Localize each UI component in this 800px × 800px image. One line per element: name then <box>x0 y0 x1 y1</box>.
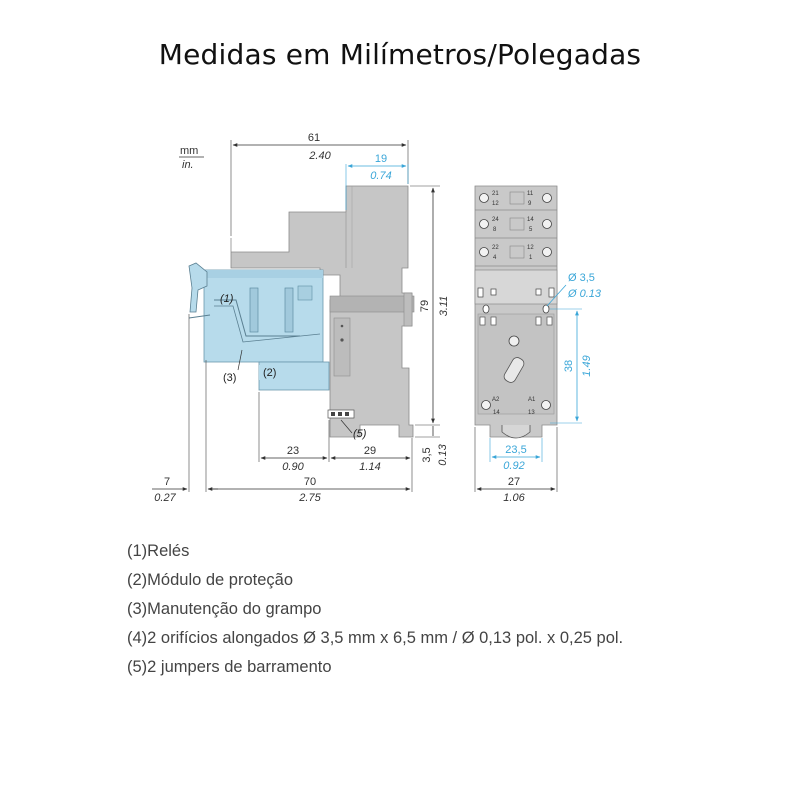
dim-61-in: 2.40 <box>309 150 331 162</box>
dim-29-in: 1.14 <box>359 461 381 473</box>
dim-27-in: 1.06 <box>503 492 525 504</box>
dim-79-in: 3.11 <box>438 295 450 317</box>
dim-19-mm: 19 <box>374 153 388 165</box>
dim-3-5-mm: 3,5 <box>421 447 433 463</box>
dim-61-mm: 61 <box>307 132 321 144</box>
term-a1: A1 <box>528 397 536 403</box>
dim-7-mm: 7 <box>163 476 171 488</box>
dim-29-mm: 29 <box>363 445 377 457</box>
mounting-hole-left <box>483 305 489 313</box>
bus-jumpers <box>328 410 354 418</box>
term-r1-b: 11 <box>527 191 534 197</box>
term-r2b-b: 5 <box>529 227 533 233</box>
dim-23-in: 0.90 <box>282 461 304 473</box>
term-r3b-a: 4 <box>493 255 497 261</box>
term-r3-b: 12 <box>527 245 534 251</box>
callout-3: (3) <box>223 372 237 384</box>
unit-in: in. <box>182 159 194 171</box>
term-14: 14 <box>493 410 500 416</box>
front-view <box>475 186 602 504</box>
dim-23-5-mm: 23,5 <box>505 444 527 456</box>
term-r2-b: 14 <box>527 217 534 223</box>
term-r1-a: 21 <box>492 191 499 197</box>
side-view <box>152 132 450 504</box>
mounting-hole-upper <box>543 305 549 313</box>
dim-hole-in: Ø 0.13 <box>568 288 602 300</box>
legend-item-jumpers: (5)2 jumpers de barramento <box>127 658 332 676</box>
dim-hole-mm: Ø 3,5 <box>568 272 595 284</box>
term-r1b-a: 12 <box>492 201 499 207</box>
dim-70-mm: 70 <box>303 476 317 488</box>
unit-marker <box>179 145 204 171</box>
relay-body <box>204 270 323 362</box>
term-13: 13 <box>528 410 535 416</box>
legend-item-relays: (1)Relés <box>127 542 190 560</box>
page-title: Medidas em Milímetros/Polegadas <box>158 38 642 71</box>
dim-23-mm: 23 <box>286 445 300 457</box>
term-r2-a: 24 <box>492 217 499 223</box>
term-r1b-b: 9 <box>528 201 532 207</box>
callout-5: (5) <box>353 428 367 440</box>
legend-item-clip: (3)Manutenção do grampo <box>127 600 322 618</box>
legend-item-protection-module: (2)Módulo de proteção <box>127 571 294 589</box>
dim-7-in: 0.27 <box>154 492 176 504</box>
dim-3-5-in: 0.13 <box>437 444 449 466</box>
legend-item-holes: (4)2 orifícios alongados Ø 3,5 mm x 6,5 mm / Ø 0,13 pol. x 0,25 pol. <box>127 629 624 647</box>
callout-2: (2) <box>263 367 277 379</box>
dim-38-in: 1.49 <box>581 355 593 377</box>
dim-38-mm: 38 <box>563 359 575 373</box>
term-r3-a: 22 <box>492 245 499 251</box>
unit-mm: mm <box>180 145 199 157</box>
dim-79-mm: 79 <box>419 299 431 313</box>
dim-23-5-in: 0.92 <box>503 460 525 472</box>
term-r2b-a: 8 <box>493 227 497 233</box>
dim-19-in: 0.74 <box>370 170 392 182</box>
callout-1: (1) <box>220 293 234 305</box>
dim-70-in: 2.75 <box>299 492 321 504</box>
legend <box>127 537 623 682</box>
dim-27-mm: 27 <box>507 476 521 488</box>
term-a2: A2 <box>492 397 500 403</box>
term-r3b-b: 1 <box>529 255 533 261</box>
